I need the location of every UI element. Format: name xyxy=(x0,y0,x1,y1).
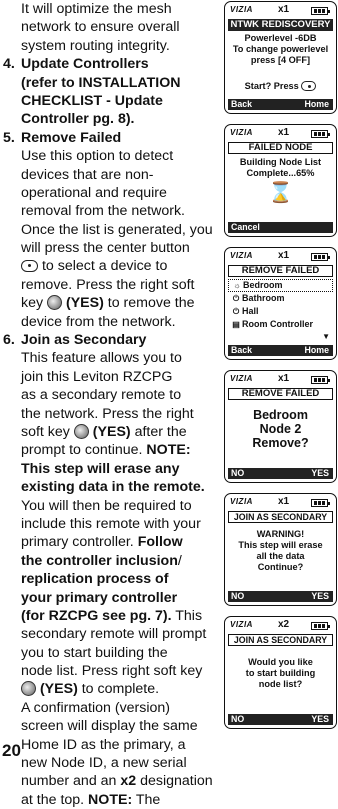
text-line: This step will erase any xyxy=(21,460,180,477)
screen-title: JOIN AS SECONDARY xyxy=(228,634,333,646)
screen-message: Bedroom Node 2 Remove? xyxy=(252,408,309,450)
text-line: at the top. NOTE: The xyxy=(21,791,161,808)
screen-join-secondary-build xyxy=(224,616,337,729)
soft-key-bar xyxy=(228,591,333,602)
soft-key-icon xyxy=(74,424,89,439)
item-4 xyxy=(0,55,218,129)
soft-key-bar xyxy=(228,714,333,725)
text-line: You will then be required to xyxy=(21,497,192,514)
start-prompt: Start? Press xyxy=(229,81,332,92)
battery-icon xyxy=(311,376,328,384)
text-line: the network. Press the right xyxy=(21,405,194,422)
controller-designation: x1 xyxy=(278,496,290,507)
left-soft-key[interactable]: Cancel xyxy=(231,222,260,232)
soft-key-bar xyxy=(228,345,333,356)
screen-message: Building Node List Complete...65% xyxy=(239,157,322,178)
screen-title: JOIN AS SECONDARY xyxy=(228,511,333,523)
soft-key-icon xyxy=(21,681,36,696)
text-line: as a secondary remote to xyxy=(21,387,182,404)
screen-join-secondary-warning xyxy=(224,493,337,606)
vizia-logo: VIZIA xyxy=(230,497,253,506)
controller-designation: x1 xyxy=(278,373,290,384)
text-line: It will optimize the mesh xyxy=(21,1,172,17)
text-line: new Node ID, a new serial xyxy=(21,755,187,772)
battery-icon xyxy=(311,622,328,630)
power-icon: ⏻ xyxy=(232,294,240,303)
text-line: network to ensure overall xyxy=(21,19,180,36)
vizia-logo: VIZIA xyxy=(230,251,253,260)
text-line: to select a device to xyxy=(0,257,218,275)
battery-icon xyxy=(311,7,328,15)
screen-remove-failed-list xyxy=(224,247,337,360)
soft-key-bar xyxy=(228,468,333,479)
text-line: secondary remote will prompt xyxy=(21,626,207,643)
list-item[interactable]: ⏻ Hall xyxy=(228,305,333,318)
text-line: Use this option to detect xyxy=(21,148,174,165)
status-bar xyxy=(228,5,333,17)
text-line: (for RZCPG see pg. 7). This xyxy=(21,607,203,624)
left-soft-key[interactable]: Back xyxy=(231,99,253,109)
vizia-logo: VIZIA xyxy=(230,5,253,14)
item-number: 5. xyxy=(3,129,15,146)
screen-title: REMOVE FAILED xyxy=(228,265,333,277)
item-4-line: (refer to INSTALLATION xyxy=(21,74,181,91)
item-4-line: Controller pg. 8). xyxy=(21,111,135,128)
soft-key-bar xyxy=(228,222,333,233)
vizia-logo: VIZIA xyxy=(230,128,253,137)
left-soft-key[interactable]: Back xyxy=(231,345,253,355)
right-soft-key[interactable]: Home xyxy=(304,99,329,109)
list-item[interactable]: ⏻ Bathroom xyxy=(228,292,333,305)
left-soft-key[interactable]: NO xyxy=(231,591,245,601)
text-line: the controller inclusion/ xyxy=(21,552,182,569)
screen-title: NTWK REDISCOVERY xyxy=(228,19,333,31)
left-soft-key[interactable]: NO xyxy=(231,714,245,724)
controller-designation: x2 xyxy=(278,619,290,630)
power-icon: ⏻ xyxy=(232,307,240,316)
page-number: 20 xyxy=(2,741,21,760)
text-line: soft key (YES) after the xyxy=(21,423,187,440)
text-line: will press the center button xyxy=(21,240,190,257)
soft-key-icon xyxy=(47,295,62,310)
text-line: number and an x2 designation xyxy=(21,773,213,790)
text-line: Once the list is generated, you xyxy=(21,221,213,238)
text-line: include this remote with your xyxy=(21,515,201,532)
text-line: prompt to continue. NOTE: xyxy=(21,442,191,459)
text-line: you to start building the xyxy=(21,644,168,661)
battery-icon xyxy=(311,130,328,138)
item-6-title: Join as Secondary xyxy=(21,332,147,349)
node-list xyxy=(228,279,333,331)
screen-title: FAILED NODE xyxy=(228,142,333,154)
right-soft-key[interactable]: YES xyxy=(311,468,329,478)
list-item[interactable]: ▤ Room Controller xyxy=(228,318,333,331)
text-line: remove. Press the right soft xyxy=(21,276,195,293)
item-5-title: Remove Failed xyxy=(21,129,122,146)
battery-icon xyxy=(311,499,328,507)
controller-icon: ▤ xyxy=(232,320,240,329)
text-line: key (YES) to remove the xyxy=(21,295,195,312)
text-line: your primary controller xyxy=(21,589,178,606)
screen-message: Powerlevel -6DB To change powerlevel press [4 OFF] xyxy=(232,33,329,65)
screen-title: REMOVE FAILED xyxy=(228,388,333,400)
status-bar xyxy=(228,251,333,263)
left-soft-key[interactable]: NO xyxy=(231,468,245,478)
right-soft-key[interactable]: Home xyxy=(304,345,329,355)
screen-failed-node xyxy=(224,124,337,237)
item-5 xyxy=(0,129,218,331)
text-line: operational and require xyxy=(21,184,167,201)
text-line: (YES) to complete. xyxy=(0,680,218,698)
light-icon: ☼ xyxy=(233,281,241,290)
screen-message: Would you like to start building node list? xyxy=(245,657,316,689)
text-line: existing data in the remote. xyxy=(21,479,205,496)
item-4-line: Update Controllers xyxy=(21,56,149,73)
status-bar xyxy=(228,128,333,140)
text-line: replication process of xyxy=(21,571,169,588)
item-6 xyxy=(0,331,218,809)
controller-designation: x1 xyxy=(278,127,290,138)
text-line: Home ID as the primary, a xyxy=(21,736,186,753)
text-line: node list. Press right soft key xyxy=(21,663,203,680)
soft-key-bar xyxy=(228,99,333,110)
controller-designation: x1 xyxy=(278,4,290,15)
item-4-line: CHECKLIST - Update xyxy=(21,92,163,109)
text-line: device from the network. xyxy=(21,313,176,330)
battery-icon xyxy=(311,253,328,261)
item-number: 6. xyxy=(3,332,15,349)
controller-designation: x1 xyxy=(278,250,290,261)
list-item[interactable]: ☼ Bedroom xyxy=(228,279,333,292)
text-line: system routing integrity. xyxy=(21,37,170,54)
vizia-logo: VIZIA xyxy=(230,620,253,629)
screen-ntwk-rediscovery xyxy=(224,1,337,114)
vizia-logo: VIZIA xyxy=(230,374,253,383)
text-line: This feature allows you to xyxy=(21,350,182,367)
scroll-down-icon[interactable]: ▼ xyxy=(322,332,330,341)
screen-remove-failed-confirm xyxy=(224,370,337,483)
status-bar xyxy=(228,620,333,632)
status-bar xyxy=(228,497,333,509)
right-soft-key[interactable]: YES xyxy=(311,714,329,724)
text-line: removal from the network. xyxy=(21,203,186,220)
text-line: devices that are non- xyxy=(21,166,154,183)
center-button-icon xyxy=(301,81,316,91)
center-button-icon xyxy=(21,260,38,272)
hourglass-icon: ⌛ xyxy=(268,182,293,204)
item-number: 4. xyxy=(3,56,15,73)
status-bar xyxy=(228,374,333,386)
text-line: primary controller. Follow xyxy=(21,534,183,551)
text-line: A confirmation (version) xyxy=(21,699,171,716)
text-line: join this Leviton RZCPG xyxy=(21,368,173,385)
screen-message: WARNING! This step will erase all the data Continue? xyxy=(238,529,323,572)
right-soft-key[interactable]: YES xyxy=(311,591,329,601)
text-line: screen will display the same xyxy=(21,718,198,735)
